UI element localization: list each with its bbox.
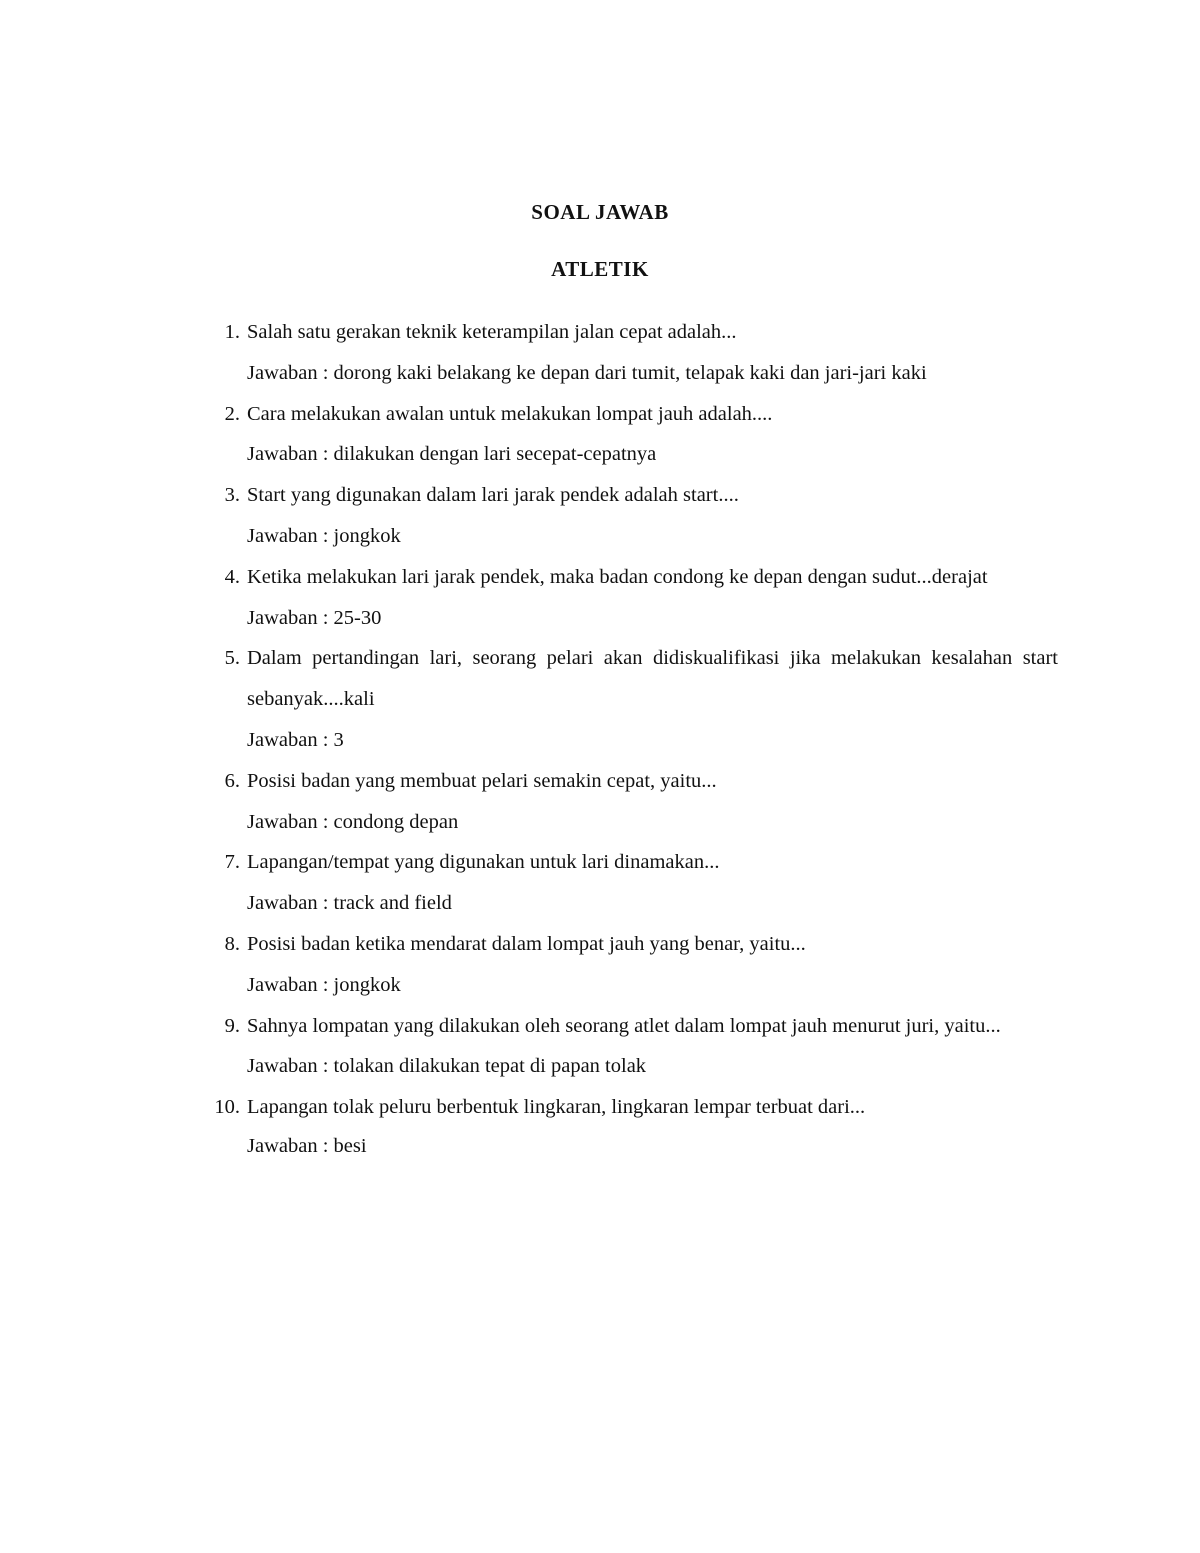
answer-text: Jawaban : 3 <box>247 728 344 751</box>
question-text: Lapangan tolak peluru berbentuk lingkaran, lingkaran lempar terbuat dari... <box>247 1096 866 1119</box>
question-item-10 <box>206 1087 1058 1167</box>
answer-text: Jawaban : dorong kaki belakang ke depan dari tumit, telapak kaki dan jari-jari kaki <box>247 361 927 384</box>
question-item-3 <box>206 475 1058 557</box>
question-item-1 <box>206 312 1058 394</box>
question-text: Posisi badan yang membuat pelari semakin cepat, yaitu... <box>247 769 717 792</box>
question-number: 1. <box>224 321 240 343</box>
answer-text: Jawaban : tolakan dilakukan tepat di papan tolak <box>247 1055 647 1078</box>
question-text: Posisi badan ketika mendarat dalam lompat jauh yang benar, yaitu... <box>247 932 806 955</box>
question-item-8 <box>206 924 1058 1006</box>
document-title: SOAL JAWAB <box>531 200 669 224</box>
question-number: 9. <box>224 1014 240 1037</box>
question-number: 5. <box>224 647 240 670</box>
question-item-9 <box>206 1006 1058 1088</box>
question-list <box>206 312 1058 1167</box>
question-number: 2. <box>224 402 240 425</box>
question-item-4 <box>206 557 1058 639</box>
question-number: 6. <box>224 769 240 792</box>
question-text: Cara melakukan awalan untuk melakukan lompat jauh adalah.... <box>247 402 773 425</box>
question-item-6 <box>206 761 1058 843</box>
answer-text: Jawaban : 25-30 <box>247 606 382 629</box>
question-number: 4. <box>224 565 240 588</box>
question-number: 8. <box>224 932 240 955</box>
question-item-2 <box>206 394 1058 476</box>
answer-text: Jawaban : dilakukan dengan lari secepat-cepatnya <box>247 443 657 466</box>
question-number: 7. <box>224 851 240 874</box>
answer-text: Jawaban : condong depan <box>247 810 459 833</box>
question-text: Sahnya lompatan yang dilakukan oleh seorang atlet dalam lompat jauh menurut juri, yaitu... <box>247 1014 1001 1037</box>
answer-text: Jawaban : track and field <box>247 892 452 915</box>
answer-text: Jawaban : jongkok <box>247 973 401 996</box>
question-number: 10. <box>214 1096 240 1119</box>
document-subtitle: ATLETIK <box>551 257 649 281</box>
answer-text: Jawaban : besi <box>247 1134 367 1157</box>
question-text: Salah satu gerakan teknik keterampilan jalan cepat adalah... <box>247 321 737 343</box>
question-text: Lapangan/tempat yang digunakan untuk lari dinamakan... <box>247 851 720 874</box>
question-number: 3. <box>224 484 240 507</box>
question-text: Start yang digunakan dalam lari jarak pendek adalah start.... <box>247 484 739 507</box>
question-item-5 <box>206 638 1058 760</box>
question-text: Dalam pertandingan lari, seorang pelari akan didiskualifikasi jika melakukan kesalahan start sebanyak....kali <box>247 647 1058 711</box>
answer-text: Jawaban : jongkok <box>247 524 401 547</box>
question-text: Ketika melakukan lari jarak pendek, maka badan condong ke depan dengan sudut...derajat <box>247 565 988 588</box>
question-item-7 <box>206 842 1058 924</box>
